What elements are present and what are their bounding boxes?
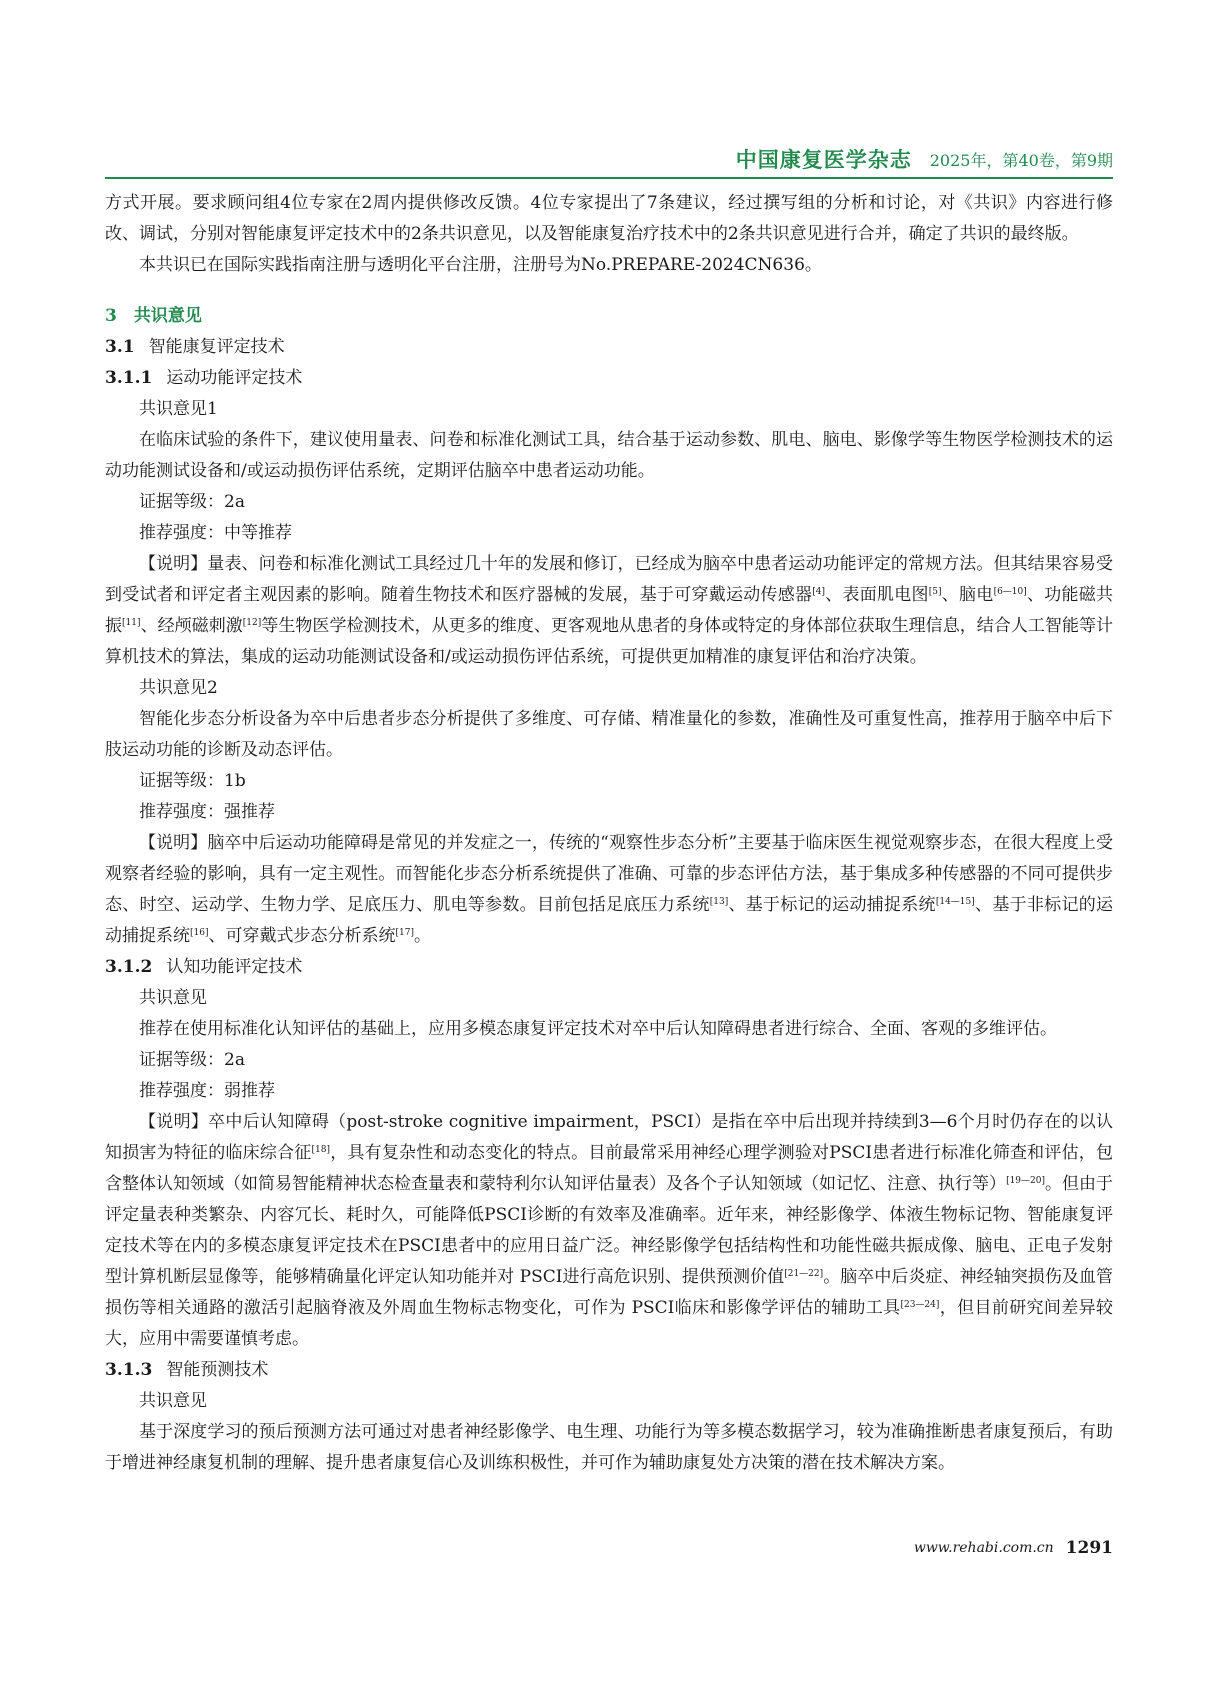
text-run: 、表面肌电图 <box>825 585 929 605</box>
citation: [21—22] <box>784 1269 824 1279</box>
section-heading-3: 3 共识意见 <box>105 306 202 326</box>
text-run: 。脑卒中后炎症、神经轴突损伤及血管损伤等相关通路的激活引起脑脊液及外周血生物标志物变化，可作为 PSCI临床和影像学评估的辅助工具 <box>105 1267 1114 1318</box>
header-rule <box>105 177 1113 179</box>
citation: [4] <box>812 587 826 597</box>
explanation-paragraph <box>105 549 1113 673</box>
text-run: ，但目前研究间差异较大，应用中需要谨慎考虑。 <box>105 1298 1113 1349</box>
citation: [11] <box>122 618 141 628</box>
citation: [18] <box>311 1145 330 1155</box>
citation: [14—15] <box>935 897 975 907</box>
article-body <box>105 188 1113 1479</box>
consensus-title: 共识意见1 <box>139 399 218 419</box>
citation: [19—20] <box>1006 1176 1045 1186</box>
section-title: 智能预测技术 <box>166 1360 269 1380</box>
recommendation-strength: 推荐强度：中等推荐 <box>139 523 292 543</box>
consensus-title: 共识意见2 <box>139 678 218 698</box>
text-run: 、基于非标记的运动捕捉系统 <box>105 895 1114 946</box>
text-run: 、脑电 <box>941 585 994 605</box>
citation: [17] <box>395 928 414 938</box>
consensus-body: 基于深度学习的预后预测方法可通过对患者神经影像学、电生理、功能行为等多模态数据学习，较为准确推断患者康复预后，有助于增进神经康复机制的理解、提升患者康复信心及训练积极性，并可作为辅助康复处方决策的潜在技术解决方案。 <box>105 1422 1113 1473</box>
evidence-level: 证据等级：2a <box>139 492 245 512</box>
section-heading-3-1 <box>105 332 1113 363</box>
paragraph: 本共识已在国际实践指南注册与透明化平台注册，注册号为No.PREPARE-2024CN636。 <box>139 255 822 275</box>
section-number: 3.1.2 <box>105 957 153 977</box>
text-run: 。但由于评定量表种类繁杂、内容冗长、耗时久，可能降低PSCI诊断的有效率及准确率。近年来，神经影像学、体液生物标记物、智能康复评定技术等在内的多模态康复评定技术在PSCI患者中的应用日益广泛。神经影像学包括结构性和功能性磁共振成像、脑电、正电子发射型计算机断层显像等，能够精确量化评定认知功能并对 PSCI进行高危识别、提供预测价值 <box>105 1174 1114 1287</box>
recommendation-strength: 推荐强度：强推荐 <box>139 802 275 822</box>
evidence-level: 证据等级：1b <box>139 771 246 791</box>
journal-url: www.rehabi.com.cn <box>913 1540 1054 1556</box>
text-run: 【说明】卒中后认知障碍（post-stroke cognitive impairment，PSCI）是指在卒中后出现并持续到3—6个月时仍存在的以认知损害为特征的临床综合征 <box>105 1112 1113 1163</box>
section-number: 3.1 <box>105 337 135 357</box>
text-run: 、经颅磁刺激 <box>140 616 243 636</box>
text-run: 【说明】脑卒中后运动功能障碍是常见的并发症之一，传统的“观察性步态分析”主要基于临床医生视觉观察步态，在很大程度上受观察者经验的影响，具有一定主观性。而智能化步态分析系统提供了准确、可靠的步态评估方法，基于集成多种传感器的不同可提供步态、时空、运动学、生物力学、足底压力、肌电等参数。目前包括足底压力系统 <box>105 833 1113 915</box>
text-run: 、可穿戴式步态分析系统 <box>208 926 396 946</box>
citation: [12] <box>242 618 262 628</box>
consensus-body: 在临床试验的条件下，建议使用量表、问卷和标准化测试工具，结合基于运动参数、肌电、脑电、影像学等生物医学检测技术的运动功能测试设备和/或运动损伤评估系统，定期评估脑卒中患者运动功能。 <box>105 430 1113 481</box>
evidence-level: 证据等级：2a <box>139 1050 245 1070</box>
page-footer <box>105 1534 1113 1562</box>
running-header <box>105 142 1113 176</box>
citation: [16] <box>190 928 209 938</box>
section-title: 智能康复评定技术 <box>148 337 285 357</box>
text-run: ，具有复杂性和动态变化的特点。目前最常采用神经心理学测验对PSCI患者进行标准化筛查和评估，包含整体认知领域（如简易智能精神状态检查量表和蒙特利尔认知评估量表）及各个子认知领域（如记忆、注意、执行等） <box>105 1143 1114 1194</box>
consensus-body: 智能化步态分析设备为卒中后患者步态分析提供了多维度、可存储、精准量化的参数，准确性及可重复性高，推荐用于脑卒中后下肢运动功能的诊断及动态评估。 <box>105 709 1113 760</box>
text-run: 等生物医学检测技术，从更多的维度、更客观地从患者的身体或特定的身体部位获取生理信息，结合人工智能等计算机技术的算法，集成的运动功能测试设备和/或运动损伤评估系统，可提供更加精准的康复评估和治疗决策。 <box>105 616 1114 667</box>
explanation-paragraph <box>105 1107 1113 1355</box>
text-run: 、功能磁共振 <box>105 585 1114 636</box>
section-heading-3-1-3 <box>105 1355 1113 1386</box>
section-title: 认知功能评定技术 <box>166 957 303 977</box>
journal-logo: 中国康复医学杂志 <box>735 147 912 172</box>
issue-info: 2025年，第40卷，第9期 <box>929 150 1113 170</box>
section-title: 运动功能评定技术 <box>166 368 303 388</box>
section-number: 3.1.1 <box>105 368 153 388</box>
citation: [23—24] <box>900 1300 940 1310</box>
consensus-body: 推荐在使用标准化认知评估的基础上，应用多模态康复评定技术对卒中后认知障碍患者进行综合、全面、客观的多维评估。 <box>139 1019 1057 1039</box>
consensus-title: 共识意见 <box>139 1391 207 1411</box>
text-run: 、基于标记的运动捕捉系统 <box>728 895 936 915</box>
consensus-title: 共识意见 <box>139 988 207 1008</box>
text-run: 【说明】量表、问卷和标准化测试工具经过几十年的发展和修订，已经成为脑卒中患者运动功能评定的常规方法。但其结果容易受到受试者和评定者主观因素的影响。随着生物技术和医疗器械的发展，基于可穿戴运动传感器 <box>105 554 1113 605</box>
section-heading-3-1-2 <box>105 952 1113 983</box>
section-number: 3.1.3 <box>105 1360 153 1380</box>
page-number: 1291 <box>1065 1538 1113 1558</box>
citation: [13] <box>709 897 729 907</box>
section-heading-3-1-1 <box>105 363 1113 394</box>
paragraph: 方式开展。要求顾问组4位专家在2周内提供修改反馈。4位专家提出了7条建议，经过撰写组的分析和讨论，对《共识》内容进行修改、调试，分别对智能康复评定技术中的2条共识意见，以及智能康复治疗技术中的2条共识意见进行合并，确定了共识的最终版。 <box>105 193 1113 244</box>
recommendation-strength: 推荐强度：弱推荐 <box>139 1081 275 1101</box>
citation: [5] <box>928 587 942 597</box>
explanation-paragraph <box>105 828 1113 952</box>
text-run: 。 <box>413 926 431 946</box>
citation: [6—10] <box>993 587 1027 597</box>
